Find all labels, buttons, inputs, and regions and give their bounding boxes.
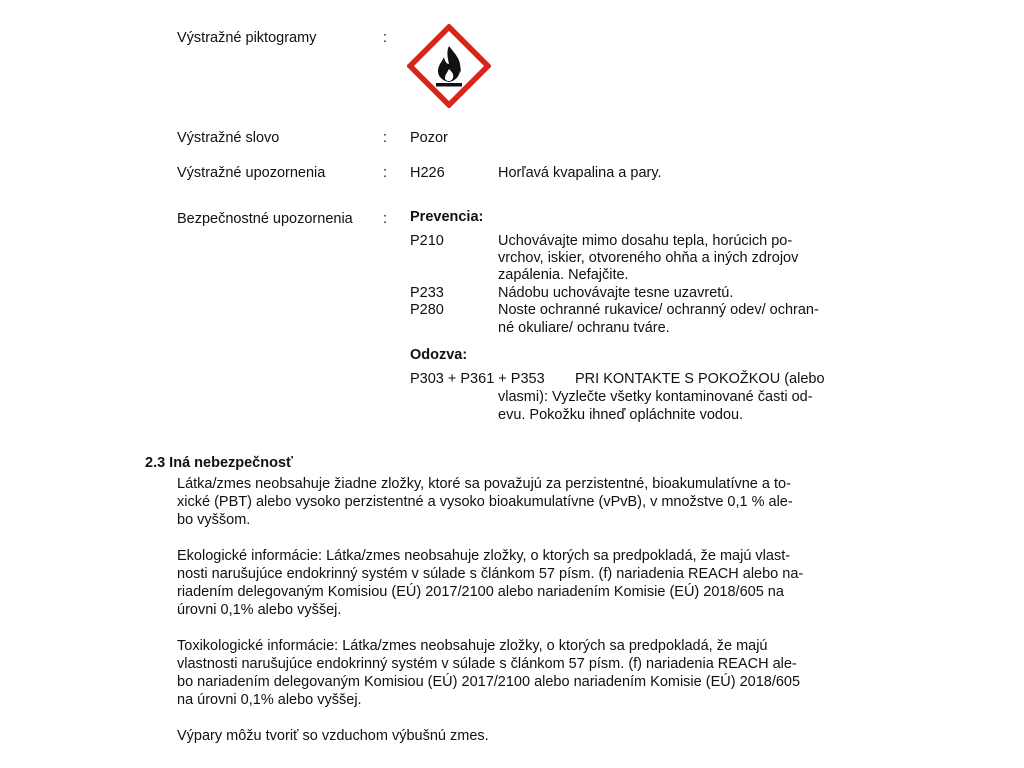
paragraph xyxy=(177,475,793,529)
hazard-statements-label: Výstražné upozornenia xyxy=(177,165,326,181)
response-code: P303 + P361 + P353 xyxy=(410,371,545,387)
paragraph-line: Toxikologické informácie: Látka/zmes neobsahuje zložky, o ktorých sa predpokladá, že majú xyxy=(177,638,768,654)
paragraph-line: Látka/zmes neobsahuje žiadne zložky, ktoré sa považujú za perzistentné, bioakumulatívne a to- xyxy=(177,476,791,492)
paragraph-line: Ekologické informácie: Látka/zmes neobsahuje zložky, o ktorých sa predpokladá, že majú vlast- xyxy=(177,548,791,564)
signal-word: Pozor xyxy=(410,130,448,146)
ghs02-flame-icon xyxy=(407,24,491,108)
colon: : xyxy=(383,30,388,46)
hazard-text: Horľavá kvapalina a pary. xyxy=(498,165,662,181)
precautionary-label: Bezpečnostné upozornenia xyxy=(177,211,353,227)
section-heading: 2.3 Iná nebezpečnosť xyxy=(145,455,293,471)
colon: : xyxy=(383,165,388,181)
response-text-line: evu. Pokožku ihneď opláchnite vodou. xyxy=(498,407,744,423)
paragraph-line: úrovni 0,1% alebo vyššej. xyxy=(177,602,342,618)
prevention-text-line: né okuliare/ ochranu tváre. xyxy=(498,320,670,336)
signal-word-label: Výstražné slovo xyxy=(177,130,280,146)
paragraph xyxy=(177,547,803,619)
paragraph-line: xické (PBT) alebo vysoko perzistentné a vysoko bioakumulatívne (vPvB), v množstve 0,1 % ale- xyxy=(177,494,793,510)
prevention-text-line: Noste ochranné rukavice/ ochranný odev/ ochran- xyxy=(498,302,819,318)
response-text-line: PRI KONTAKTE S POKOŽKOU (alebo xyxy=(575,371,825,387)
response-heading: Odozva: xyxy=(410,347,468,363)
prevention-code: P280 xyxy=(410,302,444,318)
paragraph-line: nosti narušujúce endokrinný systém v súlade s článkom 57 písm. (f) nariadenia REACH alebo na- xyxy=(177,566,804,582)
paragraph-line: bo nariadením delegovaným Komisiou (EÚ) 2017/2100 alebo nariadením Komisie (EÚ) 2018/605 xyxy=(177,674,801,690)
prevention-heading: Prevencia: xyxy=(410,209,484,225)
response-text-line: vlasmi): Vyzlečte všetky kontaminované časti od- xyxy=(498,389,813,405)
prevention-text-line: zapálenia. Nefajčite. xyxy=(498,267,629,283)
prevention-code: P233 xyxy=(410,285,444,301)
colon: : xyxy=(383,130,388,146)
paragraph xyxy=(177,637,800,709)
paragraph-line: na úrovni 0,1% alebo vyššej. xyxy=(177,692,362,708)
prevention-text-line: Uchovávajte mimo dosahu tepla, horúcich po- xyxy=(498,233,793,249)
paragraph-line: riadením delegovaným Komisiou (EÚ) 2017/2100 alebo nariadením Komisie (EÚ) 2018/605 na xyxy=(177,584,784,600)
paragraph xyxy=(177,727,489,745)
paragraph-line: Výpary môžu tvoriť so vzduchom výbušnú zmes. xyxy=(177,728,489,744)
colon: : xyxy=(383,211,388,227)
paragraph-line: vlastnosti narušujúce endokrinný systém v súlade s článkom 57 písm. (f) nariadenia REACH ale- xyxy=(177,656,797,672)
prevention-code: P210 xyxy=(410,233,444,249)
prevention-text-line: Nádobu uchovávajte tesne uzavretú. xyxy=(498,285,734,301)
prevention-text-line: vrchov, iskier, otvoreného ohňa a iných zdrojov xyxy=(498,250,799,266)
pictograms-label: Výstražné piktogramy xyxy=(177,30,317,46)
paragraph-line: bo vyššom. xyxy=(177,512,251,528)
hazard-code: H226 xyxy=(410,165,445,181)
